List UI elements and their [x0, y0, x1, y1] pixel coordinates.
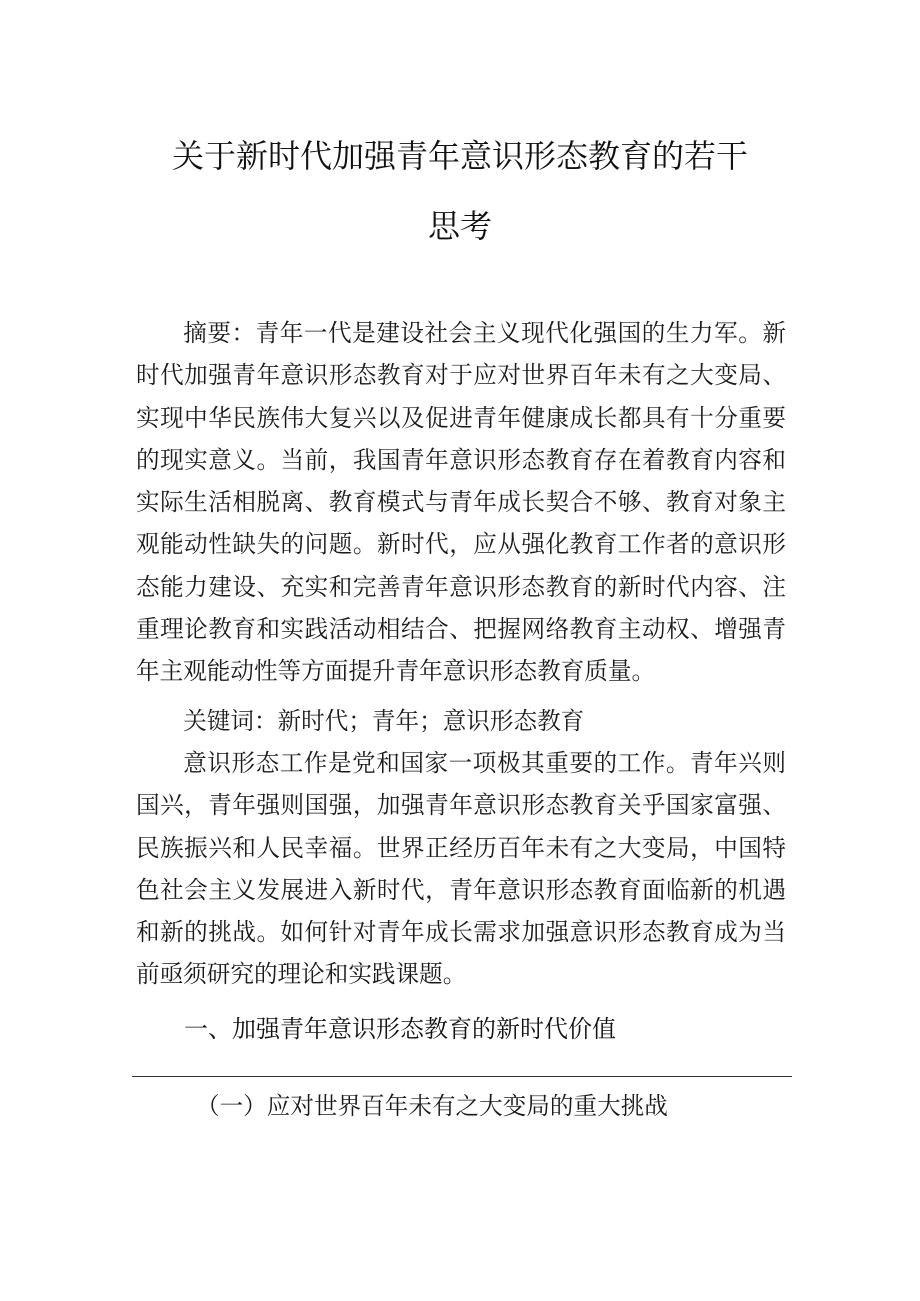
section-heading: 一、加强青年意识形态教育的新时代价值 [184, 1015, 616, 1043]
keywords-paragraph: 关键词：新时代；青年；意识形态教育 [183, 707, 585, 735]
page-divider [132, 1076, 792, 1077]
document-title-line-2: 思考 [427, 207, 492, 245]
intro-paragraph: 意识形态工作是党和国家一项极其重要的工作。青年兴则国兴，青年强则国强，加强青年意识形态教育关乎国家富强、民族振兴和人民幸福。世界正经历百年未有之大变局，中国特色社会主义发展进入新时代，青年意识形态教育面临新的机遇和新的挑战。如何针对青年成长需求加强意识形态教育成为当前亟须研究的理论和实践课题。 [136, 749, 786, 989]
abstract-paragraph: 摘要：青年一代是建设社会主义现代化强国的生力军。新时代加强青年意识形态教育对于应对世界百年未有之大变局、实现中华民族伟大复兴以及促进青年健康成长都具有十分重要的现实意义。当前，我国青年意识形态教育存在着教育内容和实际生活相脱离、教育模式与青年成长契合不够、教育对象主观能动性缺失的问题。新时代，应从强化教育工作者的意识形态能力建设、充实和完善青年意识形态教育的新时代内容、注重理论教育和实践活动相结合、把握网络教育主动权、增强青年主观能动性等方面提升青年意识形态教育质量。 [136, 319, 786, 686]
subsection-heading: （一）应对世界百年未有之大变局的重大挑战 [196, 1092, 668, 1120]
document-title-line-1: 关于新时代加强青年意识形态教育的若干 [171, 137, 748, 175]
